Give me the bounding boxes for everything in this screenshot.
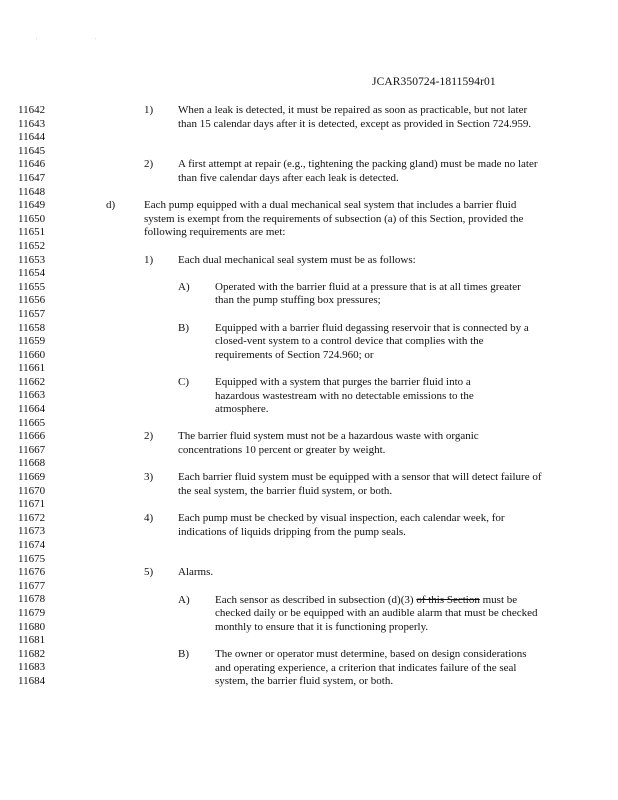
- line-number: 11680: [18, 620, 46, 633]
- line-number: 11669: [18, 471, 46, 484]
- paragraph-d3: Each barrier fluid system must be equipped with a sensor that will detect failure of the seal system, the barrier fluid system, or both.: [178, 471, 542, 497]
- item-label: 2): [144, 158, 154, 171]
- line-number: 11664: [18, 403, 46, 416]
- line-number: 11649: [18, 199, 46, 212]
- paragraph-c1: When a leak is detected, it must be repaired as soon as practicable, but not later than 15 calendar days after it is detected, except as provided in Section 724.959.: [178, 104, 532, 130]
- line-number: 11667: [18, 443, 46, 456]
- line-number: 11672: [18, 511, 46, 524]
- item-label: B): [178, 648, 189, 660]
- line-number: 11675: [18, 552, 46, 565]
- paragraph-d1b: Equipped with a barrier fluid degassing reservoir that is connected by a closed-vent system to a control device that complies with the requirements of Section 724.960; or: [215, 321, 529, 361]
- scan-marks: ' ': [36, 38, 124, 44]
- line-number: 11673: [18, 525, 46, 538]
- line-number: 11682: [18, 647, 46, 660]
- line-number: 11668: [18, 457, 46, 470]
- line-number: 11644: [18, 131, 46, 144]
- line-number: 11658: [18, 321, 46, 334]
- line-number: 11660: [18, 348, 46, 361]
- line-number: 11671: [18, 498, 46, 511]
- line-number: 11646: [18, 158, 46, 171]
- line-number: 11654: [18, 267, 46, 280]
- line-number: 11643: [18, 117, 46, 130]
- line-number: 11670: [18, 484, 46, 497]
- paragraph-d1c: Equipped with a system that purges the barrier fluid into a hazardous wastestream with no detectable emissions to the atmosphere.: [215, 376, 474, 416]
- line-number: 11642: [18, 104, 46, 116]
- line-number: 11681: [18, 634, 46, 647]
- line-number: 11657: [18, 307, 46, 320]
- line-number-column: [18, 104, 58, 689]
- item-label: B): [178, 321, 189, 334]
- line-number: 11679: [18, 606, 46, 619]
- line-number: 11656: [18, 294, 46, 307]
- line-number: 11662: [18, 375, 46, 388]
- paragraph-d: Each pump equipped with a dual mechanical seal system that includes a barrier fluid system is exempt from the requirements of subsection (a) of this Section, provided the following requirements are met:: [144, 199, 524, 239]
- line-number: 11655: [18, 280, 46, 293]
- line-number: 11653: [18, 253, 46, 266]
- paragraph-d5: Alarms.: [178, 566, 214, 579]
- item-label: 3): [144, 471, 154, 484]
- line-number: 11678: [18, 593, 46, 606]
- document-id: JCAR350724-1811594r01: [372, 76, 496, 88]
- line-number: 11659: [18, 335, 46, 348]
- line-number: 11650: [18, 212, 46, 225]
- struck-text: of this Section: [416, 593, 480, 606]
- line-number: 11676: [18, 566, 46, 579]
- line-number: 11661: [18, 362, 46, 375]
- item-label: 4): [144, 512, 154, 524]
- line-number: 11677: [18, 579, 46, 592]
- line-number: 11674: [18, 539, 46, 551]
- line-number: 11651: [18, 226, 46, 239]
- line-number: 11663: [18, 389, 46, 402]
- line-number: 11648: [18, 185, 46, 198]
- line-number: 11683: [18, 661, 46, 674]
- item-label: 5): [144, 566, 154, 579]
- paragraph-d2: The barrier fluid system must not be a hazardous waste with organic concentrations 10 percent or greater by weight.: [178, 430, 479, 456]
- item-label: 1): [144, 104, 154, 116]
- line-number: 11666: [18, 430, 46, 443]
- item-label: 1): [144, 253, 154, 266]
- line-number: 11684: [18, 674, 46, 687]
- line-number: 11647: [18, 171, 46, 184]
- item-label: A): [178, 593, 190, 606]
- paragraph-d4: Each pump must be checked by visual inspection, each calendar week, for indications of liquids dripping from the pump seals.: [178, 512, 505, 538]
- item-label: 2): [144, 430, 154, 443]
- item-label: A): [178, 280, 190, 293]
- paragraph-c2: A first attempt at repair (e.g., tightening the packing gland) must be made no later than five calendar days after each leak is detected.: [178, 158, 538, 184]
- line-number: 11665: [18, 416, 46, 429]
- subsection-label: d): [106, 199, 116, 212]
- paragraph-d1: Each dual mechanical seal system must be as follows:: [178, 253, 416, 266]
- line-number: 11645: [18, 144, 46, 157]
- line-number: 11652: [18, 239, 46, 252]
- paragraph-d1a: Operated with the barrier fluid at a pressure that is at all times greater than the pump stuffing box pressures;: [215, 280, 521, 307]
- item-label: C): [178, 376, 189, 388]
- paragraph-d5a: Each sensor as described in subsection (d)(3) of this Section must be checked daily or be equipped with an audible alarm that must be checked monthly to ensure that it is functioning properly.: [215, 593, 538, 633]
- paragraph-d5b: The owner or operator must determine, based on design considerations and operating experience, a criterion that indicates failure of the seal system, the barrier fluid system, or both.: [215, 648, 527, 688]
